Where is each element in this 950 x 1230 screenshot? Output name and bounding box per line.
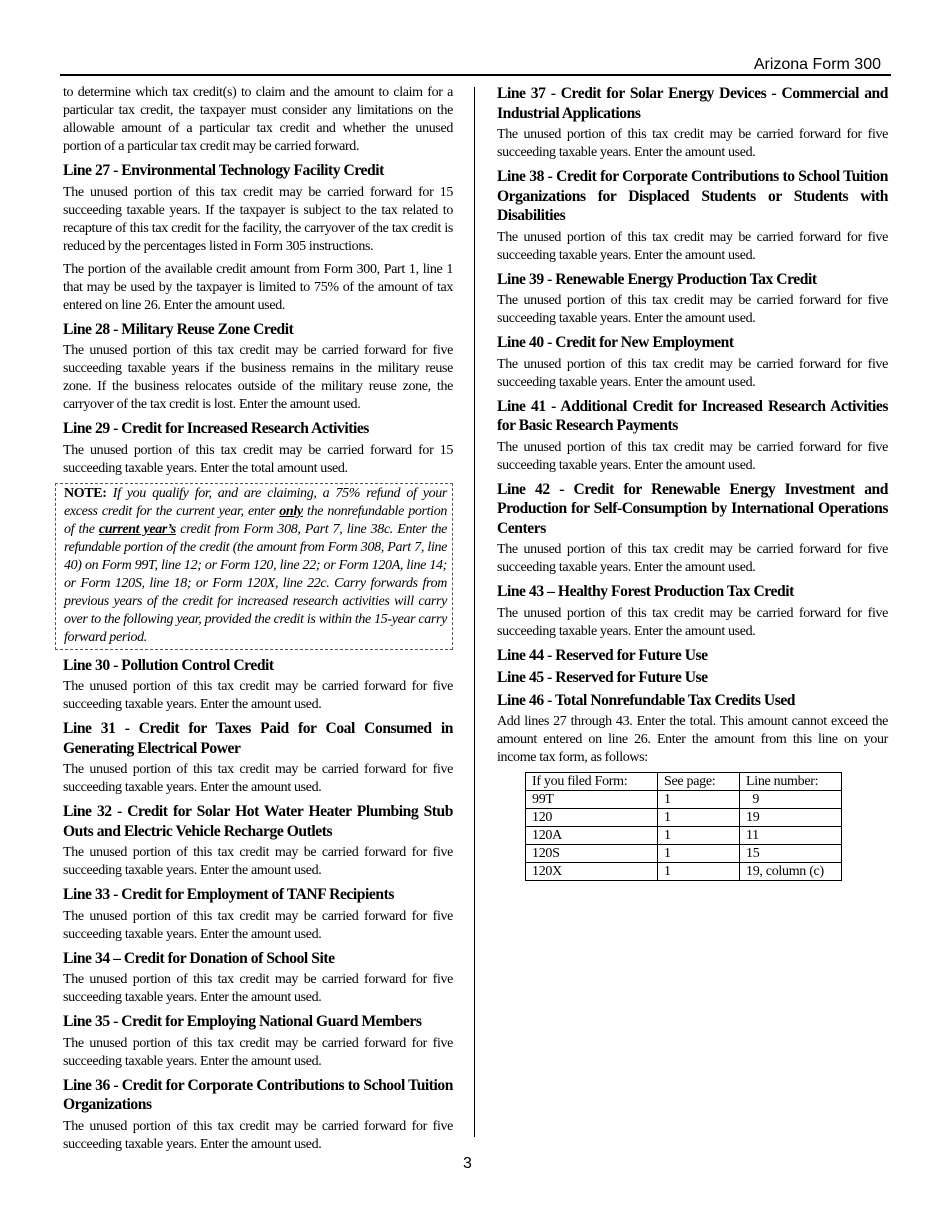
line27-heading: Line 27 - Environmental Technology Facility Credit: [63, 162, 384, 179]
right-column: [497, 84, 888, 881]
line33-heading: Line 33 - Credit for Employment of TANF Recipients: [63, 886, 394, 903]
table-cell: 19: [740, 809, 842, 827]
line31-heading: Line 31 - Credit for Taxes Paid for Coal Consumed in Generating Electrical Power: [63, 720, 453, 757]
note-current-year-emphasis: current year’s: [98, 521, 176, 537]
form-line-table: [525, 772, 842, 881]
table-cell: 120X: [526, 863, 658, 881]
note-text: [64, 485, 447, 647]
page-number: 3: [463, 1155, 472, 1172]
table-header-row: [526, 773, 842, 791]
line36-body: The unused portion of this tax credit may be carried forward for five succeeding taxable years. Enter the amount used.: [63, 1118, 453, 1152]
intro-paragraph: to determine which tax credit(s) to claim and the amount to claim for a particular tax credit, the taxpayer must consider any limitations on the allowable amount of a particular tax credit and whether the unused portion of a particular tax credit may be carried forward.: [63, 85, 453, 154]
line31-body: The unused portion of this tax credit may be carried forward for five succeeding taxable years. Enter the amount used.: [63, 762, 453, 795]
form-title: Arizona Form 300: [753, 56, 881, 73]
note-box: [55, 483, 453, 650]
line29-heading: Line 29 - Credit for Increased Research Activities: [63, 420, 369, 437]
line28-body: The unused portion of this tax credit may be carried forward for five succeeding taxable years if the business remains in the military reuse zone. If the business relocates outside of the military reuse zone, the carryover of the tax credit is lost. Enter the amount used.: [63, 343, 453, 412]
line38-body: The unused portion of this tax credit may be carried forward for five succeeding taxable years. Enter the amount used.: [497, 229, 888, 263]
table-row: [526, 863, 842, 881]
line29-body: The unused portion of this tax credit may be carried forward for 15 succeeding taxable years. Enter the total amount used.: [63, 442, 453, 476]
line42-body: The unused portion of this tax credit may be carried forward for five succeeding taxable years. Enter the amount used.: [497, 542, 888, 575]
line35-body: The unused portion of this tax credit may be carried forward for five succeeding taxable years. Enter the amount used.: [63, 1035, 453, 1069]
note-label: NOTE:: [64, 485, 107, 501]
line38-heading: Line 38 - Credit for Corporate Contributions to School Tuition Organizations for Displaced Students or Students with Disabilities: [497, 168, 888, 224]
line30-body: The unused portion of this tax credit may be carried forward for five succeeding taxable years. Enter the amount used.: [63, 679, 453, 712]
line32-heading: Line 32 - Credit for Solar Hot Water Heater Plumbing Stub Outs and Electric Vehicle Recharge Outlets: [63, 803, 453, 840]
line46-body: Add lines 27 through 43. Enter the total. This amount cannot exceed the amount entered on line 26. Enter the amount from this line on your income tax form, as follows:: [497, 714, 888, 765]
line43-heading: Line 43 – Healthy Forest Production Tax Credit: [497, 583, 794, 600]
table-header-cell: See page:: [658, 773, 740, 791]
note-part-2: the nonrefundable portion of the: [64, 503, 447, 537]
line45-heading: Line 45 - Reserved for Future Use: [497, 669, 708, 686]
table-cell: 1: [658, 791, 740, 809]
table-cell: 1: [658, 827, 740, 845]
line35-heading: Line 35 - Credit for Employing National Guard Members: [63, 1013, 422, 1030]
table-header-cell: If you filed Form:: [526, 773, 658, 791]
line39-body: The unused portion of this tax credit may be carried forward for five succeeding taxable years. Enter the amount used.: [497, 293, 888, 326]
table-row: [526, 845, 842, 863]
table-cell: 99T: [526, 791, 658, 809]
line36-heading: Line 36 - Credit for Corporate Contributions to School Tuition Organizations: [63, 1076, 453, 1113]
line41-heading: Line 41 - Additional Credit for Increased Research Activities for Basic Research Payments: [497, 397, 888, 434]
line39-heading: Line 39 - Renewable Energy Production Tax Credit: [497, 270, 817, 288]
table-cell: 120: [526, 809, 658, 827]
line37-heading: Line 37 - Credit for Solar Energy Devices - Commercial and Industrial Applications: [497, 85, 888, 122]
table-row: [526, 827, 842, 845]
line43-body: The unused portion of this tax credit may be carried forward for five succeeding taxable years. Enter the amount used.: [497, 605, 888, 639]
table-header-cell: Line number:: [740, 773, 842, 791]
left-column: [63, 84, 453, 1159]
line27-paragraph-2: The portion of the available credit amount from Form 300, Part 1, line 1 that may be used by the taxpayer is limited to 75% of the amount of tax entered on line 26. Enter the amount used.: [63, 261, 453, 313]
table-cell: 1: [658, 863, 740, 881]
table-cell: 9: [740, 791, 842, 809]
line37-body: The unused portion of this tax credit may be carried forward for five succeeding taxable years. Enter the amount used.: [497, 127, 888, 160]
table-row: [526, 791, 842, 809]
line40-heading: Line 40 - Credit for New Employment: [497, 334, 734, 351]
table-cell: 120S: [526, 845, 658, 863]
line41-body: The unused portion of this tax credit may be carried forward for five succeeding taxable years. Enter the amount used.: [497, 439, 888, 473]
table-cell: 1: [658, 845, 740, 863]
line27-paragraph-1: The unused portion of this tax credit may be carried forward for 15 succeeding taxable years. If the taxpayer is subject to the tax related to recapture of this tax credit for the facility, the carryover of the tax credit is reduced by the percentages listed in Form 305 instructions.: [63, 184, 453, 254]
table-cell: 11: [740, 827, 842, 845]
line34-heading: Line 34 – Credit for Donation of School Site: [63, 949, 335, 967]
line42-heading: Line 42 - Credit for Renewable Energy Investment and Production for Self-Consumption by International Operations Centers: [497, 480, 888, 537]
table-row: [526, 809, 842, 827]
column-divider: [474, 87, 475, 1137]
header-rule: [60, 74, 891, 76]
note-part-3: credit from Form 308, Part 7, line 38c. Enter the refundable portion of the credit (the amount from Form 308, Part 7, line 40) on Form 99T, line 12; or Form 120, line 22; or Form 120A, line 14; or Form 120S, line 18; or Form 120X, line 22c. Carry forwards from previous years of the credit for increased research activities will carry over to the following year, provided the credit is within the 15-year carry forward period.: [64, 521, 447, 645]
line32-body: The unused portion of this tax credit may be carried forward for five succeeding taxable years. Enter the amount used.: [63, 845, 453, 878]
note-only-emphasis: only: [279, 503, 303, 519]
line40-body: The unused portion of this tax credit may be carried forward for five succeeding taxable years. Enter the amount used.: [497, 356, 888, 390]
note-part-1: If you qualify for, and are claiming, a 75% refund of your excess credit for the current year, enter: [64, 485, 447, 519]
table-cell: 15: [740, 845, 842, 863]
line34-body: The unused portion of this tax credit may be carried forward for five succeeding taxable years. Enter the amount used.: [63, 972, 453, 1005]
table-cell: 19, column (c): [740, 863, 842, 881]
line44-heading: Line 44 - Reserved for Future Use: [497, 646, 708, 664]
line46-heading: Line 46 - Total Nonrefundable Tax Credits Used: [497, 691, 796, 709]
table-cell: 120A: [526, 827, 658, 845]
line33-body: The unused portion of this tax credit may be carried forward for five succeeding taxable years. Enter the amount used.: [63, 908, 453, 942]
line30-heading: Line 30 - Pollution Control Credit: [63, 656, 274, 674]
table-cell: 1: [658, 809, 740, 827]
line28-heading: Line 28 - Military Reuse Zone Credit: [63, 320, 294, 338]
